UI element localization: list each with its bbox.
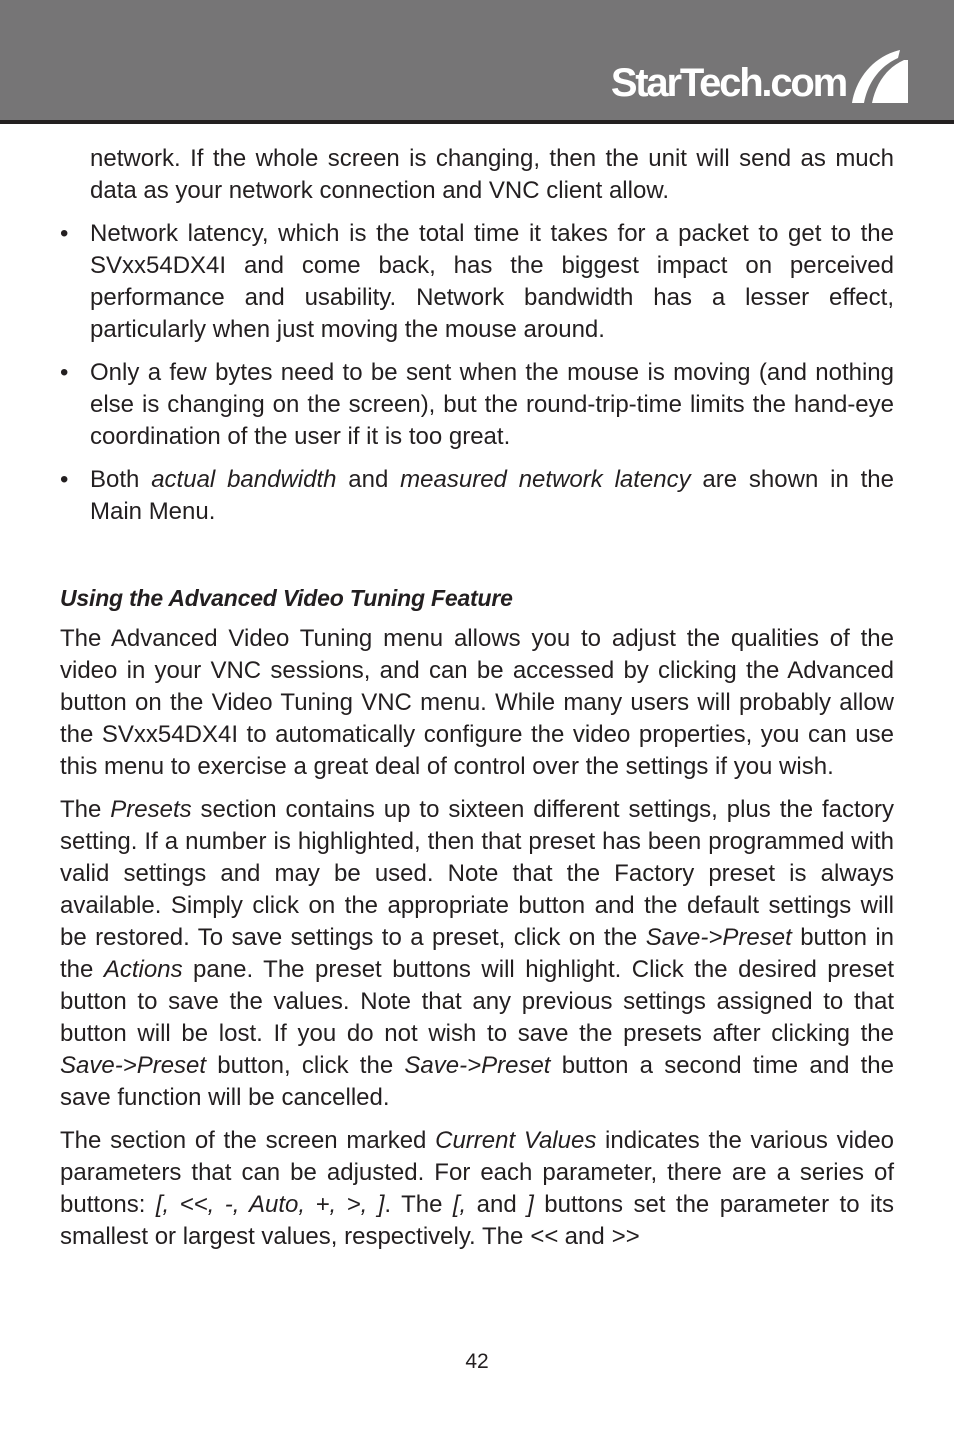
page-number: 42 — [465, 1350, 489, 1373]
bullet-symbol: • — [60, 466, 69, 493]
section-heading: Using the Advanced Video Tuning Feature — [60, 585, 513, 611]
bullet-symbol: • — [60, 359, 69, 386]
startech-logo — [611, 44, 910, 104]
bullet-text: Network latency, which is the total time it takes for a packet to get to the SVxx54DX4I and come back, has the biggest impact on perceived performance and usability. Network bandwidth has a lesser effect, particularly when just moving the mouse around. — [90, 220, 894, 343]
header-divider — [0, 120, 954, 124]
bullet-item — [60, 357, 894, 453]
bullet-item — [60, 218, 894, 346]
continuation-paragraph: network. If the whole screen is changing, then the unit will send as much data as your network connection and VNC client allow. — [90, 145, 894, 204]
bullet-text: Only a few bytes need to be sent when the mouse is moving (and nothing else is changing on the screen), but the round-trip-time limits the hand-eye coordination of the user if it is too great. — [90, 359, 894, 450]
paragraph-presets: The Presets section contains up to sixteen different settings, plus the factory setting. If a number is highlighted, then that preset has been programmed with valid settings and may be used. Note that the Factory preset is always available. Simply click on the appropriate button and the default settings will be restored. To save settings to a preset, click on the Save->Preset button in the Actions pane. The preset buttons will highlight. Click the desired preset button to save the values. Note that any previous settings assigned to that button will be lost. If you do not wish to save the presets after clicking the Save->Preset button, click the Save->Preset button a second time and the save function will be cancelled. — [60, 796, 895, 1111]
paragraph-intro: The Advanced Video Tuning menu allows you to adjust the qualities of the video in your VNC sessions, and can be accessed by clicking the Advanced button on the Video Tuning VNC menu. While many users will probably allow the SVxx54DX4I to automatically configure the video properties, you can use this menu to exercise a great deal of control over the settings if you wish. — [60, 625, 894, 780]
logo-text: StarTech.com — [610, 61, 846, 105]
page-header — [0, 0, 954, 120]
bullet-item — [60, 464, 894, 528]
logo-swoosh-icon — [850, 46, 910, 104]
bullet-symbol: • — [60, 220, 69, 247]
bullet-text: Both actual bandwidth and measured network latency are shown in the Main Menu. — [90, 466, 894, 525]
page-body — [60, 143, 894, 1253]
paragraph-current-values: The section of the screen marked Current Values indicates the various video parameters that can be adjusted. For each parameter, there are a series of buttons: [, <<, -, Auto, +, >, ]. The [, and ] buttons set the parameter to its smallest or largest values, respectively. The << and >> — [60, 1127, 895, 1250]
